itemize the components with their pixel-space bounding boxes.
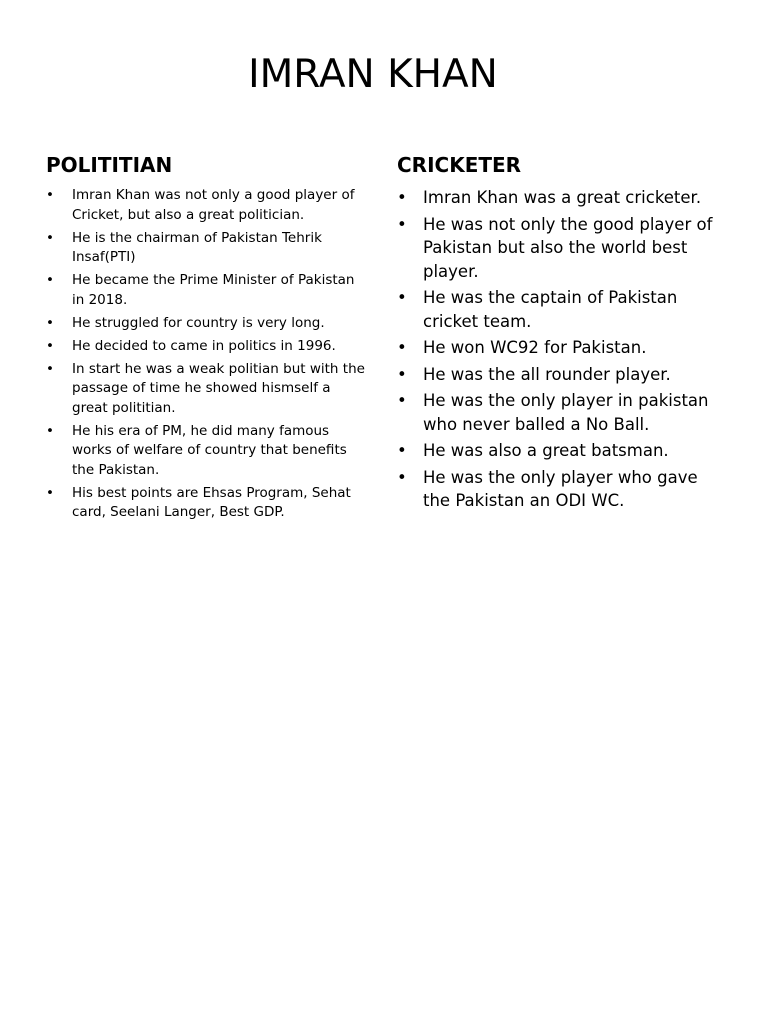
list-item — [46, 314, 366, 334]
list-item — [397, 286, 727, 333]
bullet-icon: • — [397, 391, 407, 410]
bullet-icon: • — [397, 364, 407, 384]
list-item-text: He was also a great batsman. — [423, 441, 669, 460]
bullet-icon: • — [46, 314, 54, 331]
list-item-text: In start he was a weak politian but with the passage of time he showed hismself a great polititian. — [72, 360, 365, 416]
list-item — [397, 363, 727, 387]
bullet-icon: • — [46, 187, 54, 203]
cricketer-heading: CRICKETER — [397, 153, 522, 177]
bullet-icon: • — [397, 288, 407, 307]
bullet-icon: • — [46, 337, 54, 354]
list-item — [46, 271, 366, 310]
list-item-text: He won WC92 for Pakistan. — [423, 338, 647, 357]
page-title: IMRAN KHAN — [248, 52, 498, 97]
bullet-icon: • — [397, 467, 407, 487]
list-item — [46, 484, 366, 523]
list-item-text: He his era of PM, he did many famous works of welfare of country that benefits the Pakistan. — [72, 422, 347, 478]
list-item — [397, 213, 727, 284]
bullet-icon: • — [397, 441, 407, 460]
bullet-icon: • — [397, 188, 407, 207]
list-item — [46, 186, 366, 225]
cricketer-list — [397, 186, 727, 513]
bullet-icon: • — [46, 422, 54, 439]
polititian-list — [46, 186, 366, 523]
list-item-text: He was the only player in pakistan who never balled a No Ball. — [423, 391, 709, 434]
list-item — [397, 439, 727, 463]
bullet-icon: • — [397, 214, 407, 234]
cricketer-column — [397, 152, 727, 516]
bullet-icon: • — [46, 360, 54, 377]
list-item-text: He became the Prime Minister of Pakistan in 2018. — [72, 272, 355, 308]
list-item-text: His best points are Ehsas Program, Sehat card, Seelani Langer, Best GDP. — [72, 484, 351, 520]
bullet-icon: • — [46, 229, 54, 246]
list-item — [397, 466, 727, 513]
list-item — [46, 229, 366, 268]
polititian-heading: POLITITIAN — [46, 153, 173, 177]
list-item — [397, 336, 727, 360]
list-item — [46, 337, 366, 357]
polititian-column — [46, 152, 366, 526]
list-item-text: He decided to came in politics in 1996. — [72, 337, 336, 354]
bullet-icon: • — [46, 484, 54, 501]
list-item-text: He was the captain of Pakistan cricket team. — [423, 288, 678, 331]
bullet-icon: • — [397, 338, 407, 357]
list-item — [46, 422, 366, 481]
list-item-text: He was the only player who gave the Pakistan an ODI WC. — [423, 467, 698, 510]
list-item-text: Imran Khan was not only a good player of Cricket, but also a great politician. — [72, 187, 355, 223]
list-item-text: He is the chairman of Pakistan Tehrik Insaf(PTI) — [72, 229, 322, 265]
list-item-text: He was the all rounder player. — [423, 364, 671, 384]
list-item — [397, 186, 727, 210]
list-item-text: Imran Khan was a great cricketer. — [423, 188, 702, 207]
list-item — [46, 360, 366, 419]
list-item — [397, 389, 727, 436]
list-item-text: He struggled for country is very long. — [72, 314, 325, 331]
bullet-icon: • — [46, 272, 54, 288]
list-item-text: He was not only the good player of Pakistan but also the world best player. — [423, 214, 713, 281]
